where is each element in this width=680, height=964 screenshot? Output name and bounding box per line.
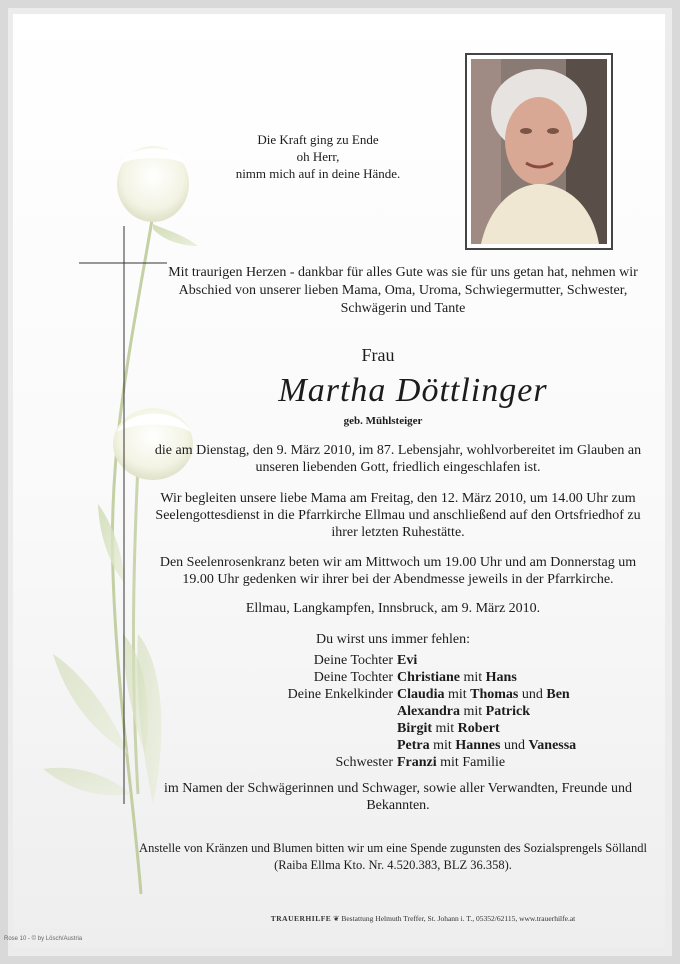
obituary-page	[13, 14, 665, 948]
family-member-name: Petra	[397, 738, 430, 753]
funeral-home-brand: TRAUERHILFE	[270, 914, 332, 923]
donation-request: Anstelle von Kränzen und Blumen bitten wir um eine Spende zugunsten des Sozialsprengels Söllandl (Raiba Ellma Kto. Nr. 4.520.383, BLZ 36.358).	[139, 841, 647, 872]
family-row	[213, 737, 633, 754]
family-connector: mit	[460, 670, 486, 685]
family-member-name: Christiane	[397, 670, 460, 685]
deceased-name: Martha Döttlinger	[278, 372, 548, 409]
family-member-name: Evi	[397, 653, 418, 668]
family-names	[397, 703, 633, 720]
family-relation: Schwester	[335, 755, 393, 770]
family-connector: mit Familie	[436, 755, 506, 770]
family-names	[397, 686, 633, 703]
leaf-icon: ❦	[333, 914, 342, 923]
miss-you-line: Du wirst uns immer fehlen:	[316, 632, 470, 647]
rose-bud-top	[117, 146, 189, 222]
family-relation: Deine Tochter	[313, 653, 393, 668]
verse-line: nimm mich auf in deine Hände.	[235, 166, 401, 181]
family-names	[397, 652, 633, 669]
family-row	[213, 669, 633, 686]
family-connector: mit	[429, 738, 456, 753]
family-row	[213, 754, 633, 771]
family-relation: Deine Tochter	[313, 670, 393, 685]
family-connector: und	[518, 687, 547, 702]
template-code: Rose 10 - © by Lösch/Austria	[4, 936, 83, 942]
family-relation	[213, 737, 397, 754]
verse	[203, 131, 433, 182]
family-row	[213, 686, 633, 703]
intro-text: Mit traurigen Herzen - dankbar für alles Gute was sie für uns getan hat, nehmen wir Abschied von unserer lieben Mama, Oma, Uroma, Schwiegermutter, Schwester, Schwägerin und Tante	[168, 265, 638, 316]
family-names	[397, 754, 633, 771]
family-row	[213, 703, 633, 720]
family-connector: mit	[460, 704, 486, 719]
portrait-photo-frame	[465, 53, 613, 250]
portrait-photo	[471, 59, 607, 244]
family-row	[213, 652, 633, 669]
family-connector: mit	[432, 721, 458, 736]
funeral-home-footer	[193, 914, 653, 923]
salutation: Frau	[361, 345, 395, 365]
family-member-name: Thomas	[470, 687, 519, 702]
family-names	[397, 669, 633, 686]
family-connector: mit	[444, 687, 471, 702]
funeral-info: Wir begleiten unsere liebe Mama am Freitag, den 12. März 2010, um 14.00 Uhr zum Seelengottesdienst in die Pfarrkirche Ellmau und anschließend auf den Ortsfriedhof zu ihrer letzten Ruhestätte.	[155, 491, 641, 540]
death-notice: die am Dienstag, den 9. März 2010, im 87. Lebensjahr, wohlvorbereitet im Glauben an unseren liebenden Gott, friedlich eingeschlafen ist.	[154, 443, 642, 475]
funeral-home-contact: Bestattung Helmuth Treffer, St. Johann i. T., 05352/62115, www.trauerhilfe.at	[341, 914, 576, 923]
family-names	[397, 720, 633, 737]
verse-line: Die Kraft ging zu Ende	[257, 132, 379, 147]
family-member-name: Patrick	[485, 704, 530, 719]
family-list	[213, 652, 633, 771]
closing-text: im Namen der Schwägerinnen und Schwager, sowie aller Verwandten, Freunde und Bekannten.	[163, 781, 633, 813]
family-relation: Deine Enkelkinder	[287, 687, 393, 702]
family-relation	[213, 703, 397, 720]
family-member-name: Hans	[485, 670, 517, 685]
family-member-name: Claudia	[397, 687, 445, 702]
family-member-name: Alexandra	[397, 704, 460, 719]
family-member-name: Robert	[457, 721, 500, 736]
family-member-name: Birgit	[397, 721, 432, 736]
family-member-name: Vanessa	[528, 738, 577, 753]
family-connector: und	[500, 738, 529, 753]
rosary-info: Den Seelenrosenkranz beten wir am Mittwoch um 19.00 Uhr und am Donnerstag um 19.00 Uhr gedenken wir ihrer bei der Abendmesse jeweils in der Pfarrkirche.	[159, 555, 637, 587]
family-row	[213, 720, 633, 737]
family-member-name: Hannes	[455, 738, 501, 753]
verse-line: oh Herr,	[296, 149, 340, 164]
place-date: Ellmau, Langkampfen, Innsbruck, am 9. März 2010.	[245, 601, 541, 616]
family-relation	[213, 720, 397, 737]
family-member-name: Franzi	[397, 755, 437, 770]
family-member-name: Ben	[546, 687, 570, 702]
family-names	[397, 737, 633, 754]
maiden-name: geb. Mühlsteiger	[343, 415, 423, 427]
